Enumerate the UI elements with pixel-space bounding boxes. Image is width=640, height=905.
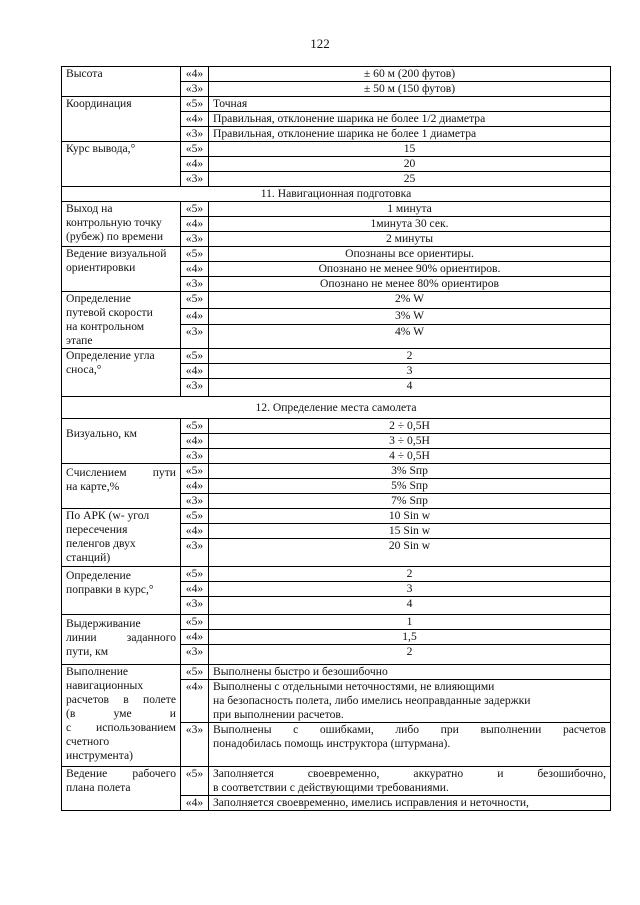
- grade-cell: «4»: [181, 67, 209, 82]
- criterion-label-line: Ведение рабочего: [66, 767, 176, 780]
- criterion-label-line: Высота: [66, 67, 103, 80]
- grade-cell: «5»: [181, 567, 209, 582]
- grade-value-cell: [209, 82, 611, 97]
- grade-value-line: 2 минуты: [385, 232, 434, 245]
- grade-cell: «5»: [181, 419, 209, 434]
- grade-value-line: 2: [406, 567, 413, 580]
- section-title: 11. Навигационная подготовка: [62, 187, 611, 202]
- grade-value-line: 10 Sin w: [388, 509, 431, 522]
- grade-value-cell: [209, 202, 611, 217]
- criterion-label-line: Курс вывода,°: [66, 142, 136, 155]
- grade-value-line: Выполнены быстро и безошибочно: [213, 665, 388, 678]
- grade-value-cell: [209, 247, 611, 262]
- grade-value-cell: [209, 325, 611, 349]
- grade-value-cell: [209, 277, 611, 292]
- grade-cell: «3»: [181, 82, 209, 97]
- grade-value-cell: [209, 434, 611, 449]
- criterion-label-line: ориентировки: [66, 261, 136, 274]
- section-header-row: [62, 397, 611, 419]
- grade-value-line: 4 ÷ 0,5Н: [389, 449, 430, 462]
- criterion-label-line: Определение: [66, 292, 131, 305]
- grade-value-cell: [209, 479, 611, 494]
- grade-cell: «5»: [181, 665, 209, 680]
- criterion-label: [62, 142, 181, 187]
- criterion-label-line: путевой скорости: [66, 306, 153, 319]
- criterion-label-line: навигационных: [66, 679, 144, 692]
- grade-value-line: в соответствии с действующими требованиями.: [213, 781, 449, 794]
- criterion-label-line: (рубеж) по времени: [66, 230, 164, 243]
- grade-cell: «4»: [181, 364, 209, 379]
- grade-cell: «5»: [181, 615, 209, 630]
- criterion-label: [62, 419, 181, 464]
- criterion-label-line: счетного: [66, 735, 110, 748]
- grade-value-cell: [209, 723, 611, 767]
- evaluation-table: [61, 66, 611, 811]
- criterion-label-line: станций): [66, 551, 111, 564]
- grade-value-line: 3: [406, 364, 413, 377]
- grade-value-cell: [209, 349, 611, 364]
- grade-value-cell: [209, 680, 611, 723]
- grade-value-line: Заполняется своевременно, аккуратно и безошибочно,: [213, 767, 606, 780]
- grade-cell: «3»: [181, 645, 209, 665]
- criterion-label-line: линии заданного: [66, 631, 176, 644]
- grade-value-line: Правильная, отклонение шарика не более 1 диаметра: [213, 127, 477, 140]
- grade-value-cell: [209, 464, 611, 479]
- grade-value-cell: [209, 509, 611, 524]
- grade-cell: «4»: [181, 582, 209, 597]
- grade-cell: «3»: [181, 232, 209, 247]
- grade-cell: «4»: [181, 434, 209, 449]
- criterion-label-line: Выход на: [66, 202, 113, 215]
- criterion-label-line: на карте,%: [66, 480, 120, 493]
- grade-value-line: 7% Sпр: [391, 494, 428, 507]
- grade-value-line: Выполнены с отдельными неточностями, не влияющими: [213, 680, 495, 693]
- grade-value-line: ± 60 м (200 футов): [363, 67, 456, 80]
- grade-value-cell: [209, 494, 611, 509]
- grade-value-line: 3 ÷ 0,5Н: [389, 434, 430, 447]
- grade-value-line: 25: [403, 172, 416, 185]
- criterion-label: [62, 509, 181, 567]
- criterion-row: [62, 419, 611, 434]
- section-title: 12. Определение места самолета: [62, 397, 611, 419]
- grade-value-line: Опознано не менее 80% ориентиров: [320, 277, 499, 290]
- grade-value-cell: [209, 292, 611, 309]
- grade-value-line: 2% W: [394, 292, 425, 305]
- grade-value-cell: [209, 364, 611, 379]
- grade-value-line: 4: [406, 597, 413, 610]
- grade-value-line: 1,5: [402, 630, 417, 643]
- grade-value-line: Выполнены с ошибками, либо при выполнении расчетов: [213, 723, 606, 736]
- grade-value-cell: [209, 567, 611, 582]
- grade-value-cell: [209, 142, 611, 157]
- criterion-row: [62, 464, 611, 479]
- grade-value-line: Заполняется своевременно, имелись исправления и неточности,: [213, 796, 529, 809]
- grade-cell: «5»: [181, 349, 209, 364]
- criterion-label-line: Счислением пути: [66, 466, 176, 479]
- criterion-label-line: пересечения: [66, 523, 128, 536]
- grade-cell: «3»: [181, 597, 209, 615]
- criterion-label-line: По АРК (w- угол: [66, 509, 150, 522]
- grade-cell: «3»: [181, 277, 209, 292]
- grade-cell: «3»: [181, 539, 209, 567]
- criterion-label: [62, 67, 181, 97]
- grade-cell: «4»: [181, 630, 209, 645]
- grade-cell: «4»: [181, 262, 209, 277]
- grade-cell: «3»: [181, 172, 209, 187]
- criterion-row: [62, 292, 611, 309]
- criterion-label-line: инструмента): [66, 749, 133, 762]
- criterion-row: [62, 247, 611, 262]
- criterion-label-line: пеленгов двух: [66, 537, 136, 550]
- criterion-label: [62, 247, 181, 292]
- grade-value-cell: [209, 262, 611, 277]
- grade-value-cell: [209, 796, 611, 811]
- grade-cell: «5»: [181, 464, 209, 479]
- grade-cell: «5»: [181, 247, 209, 262]
- page-number: 122: [310, 36, 330, 51]
- grade-cell: «3»: [181, 723, 209, 767]
- grade-value-cell: [209, 419, 611, 434]
- grade-value-line: 4% W: [394, 325, 425, 338]
- grade-cell: «5»: [181, 142, 209, 157]
- grade-value-cell: [209, 597, 611, 615]
- grade-value-line: понадобилась помощь инструктора (штурмана).: [213, 737, 451, 750]
- grade-value-line: при выполнении расчетов.: [213, 708, 344, 721]
- criterion-label: [62, 349, 181, 397]
- grade-value-line: 20: [403, 157, 416, 170]
- grade-cell: «3»: [181, 325, 209, 349]
- grade-value-cell: [209, 67, 611, 82]
- criterion-label-line: контрольную точку: [66, 216, 162, 229]
- criterion-row: [62, 202, 611, 217]
- criterion-label-line: на контрольном: [66, 320, 145, 333]
- grade-cell: «4»: [181, 157, 209, 172]
- grade-value-line: Опознаны все ориентиры.: [345, 247, 474, 260]
- criterion-label: [62, 464, 181, 509]
- grade-value-line: 15 Sin w: [388, 524, 431, 537]
- grade-value-line: 4: [406, 379, 413, 392]
- criterion-row: [62, 67, 611, 82]
- grade-value-line: 1минута 30 сек.: [370, 217, 449, 230]
- grade-value-line: 15: [403, 142, 416, 155]
- grade-value-line: 5% Sпр: [391, 479, 428, 492]
- grade-value-line: 3% W: [394, 308, 425, 322]
- grade-value-line: 2: [406, 645, 413, 658]
- criterion-label-line: Ведение визуальной: [66, 247, 167, 260]
- criterion-label: [62, 767, 181, 811]
- criterion-label-line: этапе: [66, 334, 93, 347]
- grade-value-cell: [209, 127, 611, 142]
- grade-value-cell: [209, 172, 611, 187]
- grade-cell: «4»: [181, 112, 209, 127]
- grade-cell: «3»: [181, 127, 209, 142]
- criterion-label-line: Выдерживание: [66, 617, 141, 630]
- grade-value-line: на безопасность полета, либо имелись неоправданные задержки: [213, 694, 531, 707]
- grade-value-cell: [209, 232, 611, 247]
- grade-value-cell: [209, 539, 611, 567]
- criterion-label-line: Выполнение: [66, 665, 129, 678]
- grade-cell: «3»: [181, 494, 209, 509]
- criterion-label: [62, 292, 181, 349]
- grade-value-line: Правильная, отклонение шарика не более 1/2 диаметра: [213, 112, 486, 125]
- grade-cell: «4»: [181, 308, 209, 325]
- criterion-label-line: поправки в курс,°: [66, 583, 154, 596]
- criterion-label: [62, 567, 181, 615]
- grade-cell: «4»: [181, 796, 209, 811]
- criterion-label-line: Координация: [66, 97, 132, 110]
- grade-value-line: ± 50 м (150 футов): [363, 82, 456, 95]
- criterion-label-line: Визуально, км: [66, 427, 138, 440]
- grade-value-line: 3% Sпр: [391, 464, 428, 477]
- criterion-row: [62, 567, 611, 582]
- criterion-label-line: с использованием: [66, 721, 176, 734]
- grade-value-line: 20 Sin w: [388, 539, 431, 552]
- criterion-label-line: расчетов в полете: [66, 693, 176, 706]
- grade-value-cell: [209, 645, 611, 665]
- grade-value-line: 2 ÷ 0,5Н: [389, 419, 430, 432]
- criterion-row: [62, 349, 611, 364]
- grade-cell: «5»: [181, 202, 209, 217]
- grade-cell: «4»: [181, 524, 209, 539]
- grade-value-cell: [209, 767, 611, 796]
- grade-value-cell: [209, 630, 611, 645]
- grade-value-line: 1: [406, 615, 413, 628]
- grade-value-line: 2: [406, 349, 413, 362]
- grade-value-cell: [209, 615, 611, 630]
- criterion-row: [62, 509, 611, 524]
- criterion-row: [62, 767, 611, 796]
- criterion-row: [62, 615, 611, 630]
- criterion-row: [62, 665, 611, 680]
- criterion-label: [62, 615, 181, 665]
- grade-value-cell: [209, 157, 611, 172]
- grade-value-cell: [209, 112, 611, 127]
- grade-cell: «4»: [181, 680, 209, 723]
- criterion-label-line: Определение угла: [66, 349, 155, 362]
- grade-value-cell: [209, 217, 611, 232]
- grade-value-cell: [209, 449, 611, 464]
- grade-value-cell: [209, 308, 611, 325]
- grade-cell: «4»: [181, 479, 209, 494]
- criterion-row: [62, 142, 611, 157]
- grade-cell: «3»: [181, 379, 209, 397]
- grade-cell: «3»: [181, 449, 209, 464]
- criterion-row: [62, 97, 611, 112]
- grade-value-cell: [209, 97, 611, 112]
- grade-value-cell: [209, 379, 611, 397]
- criterion-label: [62, 665, 181, 767]
- grade-cell: «5»: [181, 509, 209, 524]
- grade-value-cell: [209, 524, 611, 539]
- criterion-label-line: сноса,°: [66, 363, 102, 376]
- grade-cell: «5»: [181, 292, 209, 309]
- grade-value-cell: [209, 665, 611, 680]
- grade-cell: «5»: [181, 767, 209, 796]
- criterion-label-line: плана полета: [66, 781, 131, 794]
- grade-value-cell: [209, 582, 611, 597]
- grade-value-line: Точная: [213, 97, 248, 110]
- grade-value-line: 3: [406, 582, 413, 595]
- criterion-label-line: пути, км: [66, 645, 109, 658]
- criterion-label: [62, 97, 181, 142]
- grade-cell: «4»: [181, 217, 209, 232]
- grade-value-line: Опознано не менее 90% ориентиров.: [318, 262, 501, 275]
- criterion-label-line: Определение: [66, 569, 131, 582]
- section-header-row: [62, 187, 611, 202]
- criterion-label: [62, 202, 181, 247]
- grade-value-line: 1 минута: [387, 202, 432, 215]
- criterion-label-line: (в уме и: [66, 707, 176, 720]
- grade-cell: «5»: [181, 97, 209, 112]
